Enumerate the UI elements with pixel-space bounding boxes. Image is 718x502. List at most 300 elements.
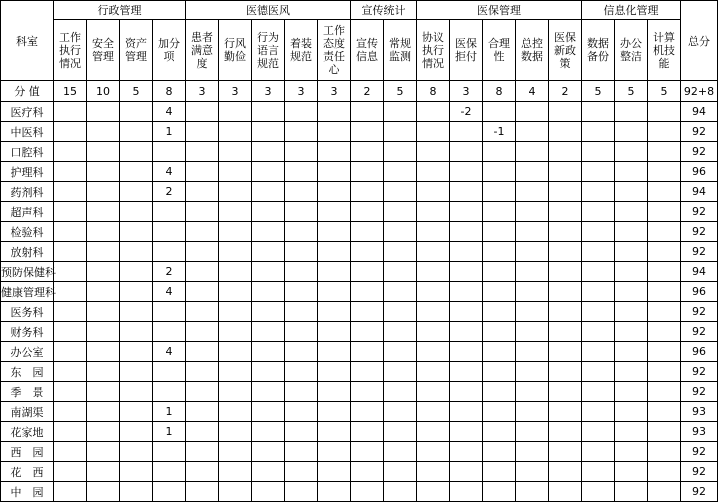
table-cell xyxy=(582,182,615,202)
table-cell xyxy=(219,302,252,322)
table-cell xyxy=(318,142,351,162)
column-header: 数据备份 xyxy=(582,20,615,81)
table-cell xyxy=(450,182,483,202)
table-cell xyxy=(483,342,516,362)
table-cell xyxy=(87,382,120,402)
score-value: 8 xyxy=(483,81,516,102)
table-cell xyxy=(384,142,417,162)
table-cell xyxy=(384,182,417,202)
dept-name: 预防保健科 xyxy=(1,262,54,282)
table-cell xyxy=(384,422,417,442)
table-cell xyxy=(549,202,582,222)
table-cell xyxy=(483,302,516,322)
table-cell xyxy=(648,442,681,462)
table-cell xyxy=(648,342,681,362)
table-cell xyxy=(516,482,549,502)
table-cell xyxy=(54,342,87,362)
table-cell xyxy=(186,122,219,142)
table-cell xyxy=(549,482,582,502)
table-cell xyxy=(120,122,153,142)
table-cell xyxy=(417,402,450,422)
table-cell xyxy=(120,262,153,282)
table-cell xyxy=(648,422,681,442)
table-cell xyxy=(384,462,417,482)
table-cell xyxy=(450,142,483,162)
table-cell xyxy=(87,302,120,322)
table-cell xyxy=(186,142,219,162)
table-cell xyxy=(252,342,285,362)
table-cell xyxy=(648,182,681,202)
table-cell xyxy=(186,322,219,342)
table-cell xyxy=(252,282,285,302)
score-value: 4 xyxy=(516,81,549,102)
table-cell xyxy=(648,222,681,242)
table-cell xyxy=(483,322,516,342)
table-cell xyxy=(417,482,450,502)
table-cell xyxy=(450,402,483,422)
table-cell xyxy=(516,182,549,202)
score-value: 2 xyxy=(351,81,384,102)
table-cell xyxy=(87,482,120,502)
table-cell xyxy=(615,402,648,422)
table-cell xyxy=(54,482,87,502)
table-cell xyxy=(450,262,483,282)
table-cell xyxy=(285,482,318,502)
score-value: 3 xyxy=(318,81,351,102)
table-cell xyxy=(351,422,384,442)
table-cell: -2 xyxy=(450,102,483,122)
score-value: 3 xyxy=(285,81,318,102)
table-cell xyxy=(516,322,549,342)
table-cell xyxy=(318,322,351,342)
table-cell xyxy=(285,162,318,182)
table-cell xyxy=(582,342,615,362)
table-cell xyxy=(417,142,450,162)
score-total: 92+8 xyxy=(681,81,718,102)
table-cell xyxy=(219,282,252,302)
table-cell xyxy=(384,482,417,502)
column-header: 协议执行情况 xyxy=(417,20,450,81)
table-cell xyxy=(615,282,648,302)
table-cell xyxy=(120,462,153,482)
table-cell xyxy=(582,302,615,322)
dept-name: 花 西 xyxy=(1,462,54,482)
table-cell xyxy=(615,242,648,262)
table-cell: 4 xyxy=(153,282,186,302)
table-cell xyxy=(186,342,219,362)
table-cell xyxy=(483,202,516,222)
table-cell xyxy=(582,282,615,302)
dept-name: 超声科 xyxy=(1,202,54,222)
table-cell xyxy=(318,122,351,142)
table-cell xyxy=(318,422,351,442)
table-cell xyxy=(186,462,219,482)
table-cell xyxy=(153,302,186,322)
score-value: 5 xyxy=(615,81,648,102)
table-cell xyxy=(417,222,450,242)
score-row xyxy=(1,81,718,102)
total-header: 总分 xyxy=(681,1,718,81)
row-total: 92 xyxy=(681,322,718,342)
table-cell xyxy=(384,382,417,402)
table-cell xyxy=(450,322,483,342)
table-row xyxy=(1,422,718,442)
table-cell xyxy=(417,302,450,322)
column-header: 计算机技能 xyxy=(648,20,681,81)
table-cell xyxy=(252,182,285,202)
table-cell xyxy=(516,262,549,282)
dept-name: 花家地 xyxy=(1,422,54,442)
table-cell xyxy=(615,462,648,482)
group-header-row xyxy=(1,1,718,20)
table-cell xyxy=(450,242,483,262)
dept-name: 财务科 xyxy=(1,322,54,342)
table-cell xyxy=(417,202,450,222)
table-cell xyxy=(549,462,582,482)
table-cell xyxy=(120,162,153,182)
table-cell xyxy=(351,102,384,122)
table-cell xyxy=(120,402,153,422)
table-cell xyxy=(120,442,153,462)
score-value: 3 xyxy=(219,81,252,102)
table-row xyxy=(1,382,718,402)
table-cell xyxy=(285,282,318,302)
table-cell xyxy=(483,482,516,502)
table-cell xyxy=(219,482,252,502)
table-cell xyxy=(153,242,186,262)
table-cell xyxy=(582,102,615,122)
table-cell xyxy=(120,202,153,222)
table-cell xyxy=(285,342,318,362)
table-cell xyxy=(384,222,417,242)
table-cell xyxy=(318,202,351,222)
score-value: 3 xyxy=(252,81,285,102)
table-cell: 1 xyxy=(153,422,186,442)
group-header: 医德医风 xyxy=(186,1,351,20)
table-cell xyxy=(417,382,450,402)
table-cell xyxy=(417,322,450,342)
table-cell xyxy=(285,422,318,442)
table-cell xyxy=(318,302,351,322)
table-cell xyxy=(417,282,450,302)
table-cell xyxy=(252,322,285,342)
table-cell xyxy=(219,442,252,462)
table-cell xyxy=(153,482,186,502)
table-cell xyxy=(582,142,615,162)
column-header: 总控数据 xyxy=(516,20,549,81)
table-cell xyxy=(219,462,252,482)
table-row xyxy=(1,122,718,142)
table-row xyxy=(1,202,718,222)
table-cell xyxy=(417,462,450,482)
table-cell xyxy=(285,322,318,342)
column-header: 加分项 xyxy=(153,20,186,81)
column-header: 工作态度责任心 xyxy=(318,20,351,81)
table-cell xyxy=(516,202,549,222)
table-row xyxy=(1,462,718,482)
table-cell xyxy=(648,102,681,122)
score-value: 15 xyxy=(54,81,87,102)
table-cell xyxy=(318,262,351,282)
table-cell xyxy=(450,482,483,502)
table-cell xyxy=(54,162,87,182)
table-cell xyxy=(54,122,87,142)
table-row xyxy=(1,362,718,382)
table-cell xyxy=(384,202,417,222)
table-cell xyxy=(219,142,252,162)
table-cell xyxy=(153,382,186,402)
table-cell xyxy=(285,122,318,142)
table-cell xyxy=(450,162,483,182)
table-cell xyxy=(285,242,318,262)
table-cell: -1 xyxy=(483,122,516,142)
table-cell xyxy=(549,362,582,382)
table-cell xyxy=(351,362,384,382)
table-cell xyxy=(252,462,285,482)
table-cell xyxy=(582,122,615,142)
table-row xyxy=(1,222,718,242)
table-cell xyxy=(615,362,648,382)
score-value: 10 xyxy=(87,81,120,102)
table-cell xyxy=(549,102,582,122)
table-cell xyxy=(516,442,549,462)
table-cell: 4 xyxy=(153,162,186,182)
dept-name: 口腔科 xyxy=(1,142,54,162)
table-cell xyxy=(186,222,219,242)
table-cell xyxy=(615,322,648,342)
table-cell xyxy=(186,482,219,502)
row-total: 92 xyxy=(681,202,718,222)
column-header-row xyxy=(1,20,718,81)
column-header: 安全管理 xyxy=(87,20,120,81)
table-cell xyxy=(483,442,516,462)
table-cell xyxy=(285,142,318,162)
table-cell xyxy=(582,202,615,222)
table-cell xyxy=(120,182,153,202)
table-cell xyxy=(120,102,153,122)
column-header: 工作执行情况 xyxy=(54,20,87,81)
row-total: 92 xyxy=(681,142,718,162)
table-cell xyxy=(384,262,417,282)
table-cell xyxy=(483,402,516,422)
row-total: 92 xyxy=(681,482,718,502)
score-value: 5 xyxy=(384,81,417,102)
table-cell xyxy=(153,362,186,382)
table-row xyxy=(1,162,718,182)
table-cell xyxy=(318,102,351,122)
row-total: 92 xyxy=(681,382,718,402)
table-cell xyxy=(549,422,582,442)
table-cell xyxy=(450,122,483,142)
table-cell xyxy=(549,222,582,242)
table-cell xyxy=(483,262,516,282)
table-cell xyxy=(318,182,351,202)
table-cell xyxy=(582,242,615,262)
table-cell xyxy=(384,402,417,422)
table-cell xyxy=(252,302,285,322)
table-cell xyxy=(483,142,516,162)
column-header: 医保拒付 xyxy=(450,20,483,81)
table-cell xyxy=(483,382,516,402)
row-total: 93 xyxy=(681,422,718,442)
table-cell xyxy=(186,182,219,202)
table-cell xyxy=(252,402,285,422)
row-total: 96 xyxy=(681,342,718,362)
table-cell xyxy=(351,462,384,482)
row-total: 94 xyxy=(681,182,718,202)
table-cell xyxy=(186,442,219,462)
table-cell xyxy=(549,162,582,182)
column-header: 患者满意度 xyxy=(186,20,219,81)
row-total: 96 xyxy=(681,162,718,182)
table-cell xyxy=(252,122,285,142)
table-cell xyxy=(450,282,483,302)
table-cell xyxy=(318,482,351,502)
table-cell xyxy=(450,382,483,402)
table-cell xyxy=(285,222,318,242)
table-cell xyxy=(417,362,450,382)
table-cell xyxy=(285,442,318,462)
table-cell xyxy=(54,202,87,222)
table-cell xyxy=(351,402,384,422)
column-header: 常规监测 xyxy=(384,20,417,81)
dept-name: 药剂科 xyxy=(1,182,54,202)
table-cell xyxy=(483,282,516,302)
table-cell xyxy=(417,342,450,362)
table-row xyxy=(1,142,718,162)
dept-name: 医务科 xyxy=(1,302,54,322)
table-cell: 2 xyxy=(153,262,186,282)
column-header: 办公整洁 xyxy=(615,20,648,81)
table-cell xyxy=(318,222,351,242)
table-row xyxy=(1,342,718,362)
column-header: 资产管理 xyxy=(120,20,153,81)
table-cell xyxy=(219,342,252,362)
score-value: 8 xyxy=(153,81,186,102)
table-cell xyxy=(615,142,648,162)
table-cell xyxy=(252,222,285,242)
table-cell xyxy=(351,182,384,202)
table-cell xyxy=(252,162,285,182)
table-cell xyxy=(219,162,252,182)
table-cell xyxy=(54,142,87,162)
table-cell xyxy=(483,182,516,202)
table-row xyxy=(1,402,718,422)
table-body xyxy=(1,81,718,502)
table-cell xyxy=(516,402,549,422)
table-row xyxy=(1,302,718,322)
table-cell xyxy=(549,262,582,282)
table-cell xyxy=(351,382,384,402)
table-cell xyxy=(450,342,483,362)
table-cell xyxy=(483,102,516,122)
table-cell xyxy=(186,262,219,282)
table-cell xyxy=(351,162,384,182)
table-cell xyxy=(384,102,417,122)
table-cell xyxy=(384,282,417,302)
table-cell xyxy=(285,262,318,282)
table-cell xyxy=(351,202,384,222)
row-total: 92 xyxy=(681,462,718,482)
score-value: 8 xyxy=(417,81,450,102)
table-cell xyxy=(318,402,351,422)
table-cell xyxy=(87,362,120,382)
table-cell xyxy=(54,382,87,402)
table-cell xyxy=(219,122,252,142)
table-cell xyxy=(450,302,483,322)
table-cell xyxy=(186,362,219,382)
table-cell xyxy=(516,102,549,122)
table-cell xyxy=(120,482,153,502)
group-header: 医保管理 xyxy=(417,1,582,20)
dept-header: 科室 xyxy=(1,1,54,81)
table-cell xyxy=(516,282,549,302)
table-cell xyxy=(54,302,87,322)
table-row xyxy=(1,282,718,302)
table-cell xyxy=(417,102,450,122)
table-cell xyxy=(87,322,120,342)
group-header: 信息化管理 xyxy=(582,1,681,20)
table-cell xyxy=(549,182,582,202)
row-total: 92 xyxy=(681,242,718,262)
table-cell xyxy=(252,422,285,442)
table-cell: 2 xyxy=(153,182,186,202)
table-cell xyxy=(186,382,219,402)
table-cell xyxy=(219,222,252,242)
table-cell xyxy=(252,442,285,462)
table-cell xyxy=(549,342,582,362)
table-cell xyxy=(54,102,87,122)
table-cell xyxy=(483,162,516,182)
table-cell xyxy=(318,362,351,382)
table-cell xyxy=(549,302,582,322)
table-row xyxy=(1,182,718,202)
table-cell xyxy=(450,362,483,382)
table-cell xyxy=(648,302,681,322)
table-cell xyxy=(516,462,549,482)
table-cell xyxy=(87,102,120,122)
table-cell xyxy=(648,362,681,382)
table-cell xyxy=(516,162,549,182)
table-cell xyxy=(219,202,252,222)
table-cell xyxy=(483,242,516,262)
table-cell xyxy=(87,122,120,142)
table-cell xyxy=(285,302,318,322)
table-cell xyxy=(615,102,648,122)
table-cell xyxy=(582,162,615,182)
table-cell xyxy=(615,482,648,502)
table-cell: 4 xyxy=(153,102,186,122)
table-cell xyxy=(648,382,681,402)
table-cell xyxy=(54,222,87,242)
table-cell xyxy=(384,162,417,182)
table-cell xyxy=(87,262,120,282)
table-cell xyxy=(285,202,318,222)
table-cell xyxy=(318,242,351,262)
table-cell xyxy=(648,462,681,482)
table-cell xyxy=(219,182,252,202)
row-total: 92 xyxy=(681,122,718,142)
table-cell xyxy=(450,462,483,482)
table-cell xyxy=(648,162,681,182)
table-cell xyxy=(54,182,87,202)
table-cell xyxy=(384,122,417,142)
table-cell xyxy=(351,342,384,362)
table-cell xyxy=(516,142,549,162)
table-cell xyxy=(615,122,648,142)
row-total: 93 xyxy=(681,402,718,422)
table-cell xyxy=(219,262,252,282)
